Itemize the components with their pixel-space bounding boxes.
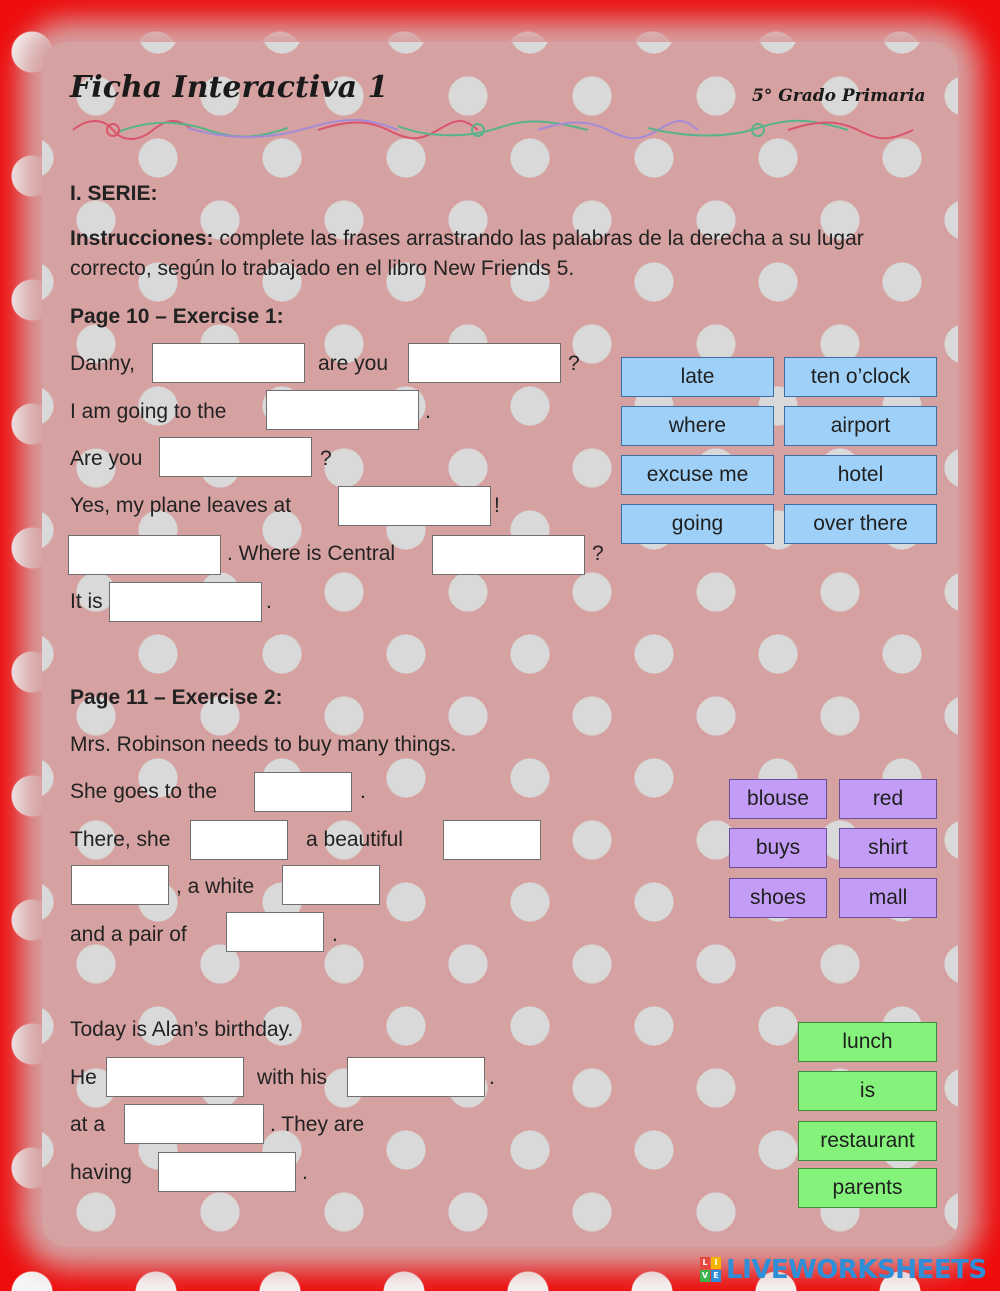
- word-tile-parents[interactable]: parents: [798, 1168, 937, 1208]
- ex2-line1-text: .: [360, 780, 366, 803]
- grade-label: 5° Grado Primaria: [752, 86, 926, 106]
- ex1-blank-8[interactable]: [109, 582, 262, 622]
- word-tile-airport[interactable]: airport: [784, 406, 937, 446]
- ex1-line4-text: !: [494, 494, 500, 517]
- ex2-line2-text: a beautiful: [306, 828, 403, 851]
- ex2-blank-4[interactable]: [71, 865, 169, 905]
- ex3-line3-text: having: [70, 1161, 132, 1184]
- word-tile-buys[interactable]: buys: [729, 828, 827, 868]
- ex1-line5-text: . Where is Central: [227, 542, 396, 565]
- ex2-intro: Mrs. Robinson needs to buy many things.: [70, 733, 457, 756]
- word-tile-hotel[interactable]: hotel: [784, 455, 937, 495]
- ex3-blank-1[interactable]: [106, 1057, 244, 1097]
- ex2-line4-text: and a pair of: [70, 923, 187, 946]
- ex3-line3-text: .: [302, 1161, 308, 1184]
- serie-heading: I. SERIE:: [70, 182, 158, 205]
- ex1-line4-text: Yes, my plane leaves at: [70, 494, 292, 517]
- word-tile-excuse-me[interactable]: excuse me: [621, 455, 774, 495]
- logo-letter: L: [700, 1257, 710, 1269]
- ex1-line2-text: I am going to the: [70, 400, 227, 423]
- word-tile-blouse[interactable]: blouse: [729, 779, 827, 819]
- ex2-blank-5[interactable]: [282, 865, 380, 905]
- logo-letter: E: [711, 1270, 721, 1282]
- exercise1-heading: Page 10 – Exercise 1:: [70, 305, 284, 328]
- ex2-blank-6[interactable]: [226, 912, 324, 952]
- ex1-line1-text: ?: [568, 352, 580, 375]
- ex3-blank-4[interactable]: [158, 1152, 296, 1192]
- word-tile-shoes[interactable]: shoes: [729, 878, 827, 918]
- ex2-blank-3[interactable]: [443, 820, 541, 860]
- word-tile-late[interactable]: late: [621, 357, 774, 397]
- ex3-intro: Today is Alan’s birthday.: [70, 1018, 294, 1041]
- ornament-divider-icon: [68, 116, 918, 144]
- ex1-line5-text: ?: [592, 542, 604, 565]
- ex1-blank-6[interactable]: [68, 535, 221, 575]
- ex1-blank-1[interactable]: [152, 343, 305, 383]
- ex3-line1-text: .: [489, 1066, 495, 1089]
- ex3-line1-text: He: [70, 1066, 97, 1089]
- word-tile-mall[interactable]: mall: [839, 878, 937, 918]
- ex2-line2-text: There, she: [70, 828, 171, 851]
- word-tile-shirt[interactable]: shirt: [839, 828, 937, 868]
- ex1-blank-4[interactable]: [159, 437, 312, 477]
- word-tile-ten-oclock[interactable]: ten o’clock: [784, 357, 937, 397]
- word-tile-going[interactable]: going: [621, 504, 774, 544]
- liveworksheets-logo-icon: [700, 1257, 722, 1283]
- ex3-line2-text: at a: [70, 1113, 106, 1136]
- instructions-label: Instrucciones:: [70, 227, 214, 250]
- ex3-blank-3[interactable]: [124, 1104, 264, 1144]
- logo-letter: V: [701, 1271, 709, 1280]
- ex1-line1-text: Danny,: [70, 352, 135, 375]
- ex2-line3-text: , a white: [176, 875, 255, 898]
- ex3-blank-2[interactable]: [347, 1057, 485, 1097]
- ex3-line1-text: with his: [257, 1066, 328, 1089]
- ex3-line2-text: . They are: [270, 1113, 365, 1136]
- ex1-line2-text: .: [425, 400, 431, 423]
- ex2-blank-2[interactable]: [190, 820, 288, 860]
- liveworksheets-logo[interactable]: [700, 1255, 987, 1285]
- ex2-blank-1[interactable]: [254, 772, 352, 812]
- ex1-line1-text: are you: [318, 352, 389, 375]
- instructions: [70, 224, 950, 284]
- word-tile-where[interactable]: where: [621, 406, 774, 446]
- worksheet-title: Ficha Interactiva 1: [70, 70, 389, 105]
- ex2-line1-text: She goes to the: [70, 780, 218, 803]
- ex1-blank-5[interactable]: [338, 486, 491, 526]
- ex2-line4-text: .: [332, 923, 338, 946]
- ex1-blank-2[interactable]: [408, 343, 561, 383]
- word-tile-over-there[interactable]: over there: [784, 504, 937, 544]
- ex1-blank-3[interactable]: [266, 390, 419, 430]
- logo-letter: I: [711, 1257, 721, 1269]
- exercise2-heading: Page 11 – Exercise 2:: [70, 686, 283, 709]
- liveworksheets-logo-text: LIVEWORKSHEETS: [726, 1255, 987, 1285]
- word-tile-is[interactable]: is: [798, 1071, 937, 1111]
- ex1-line6-text: .: [266, 590, 272, 613]
- word-tile-lunch[interactable]: lunch: [798, 1022, 937, 1062]
- ex1-blank-7[interactable]: [432, 535, 585, 575]
- ex1-line3-text: ?: [320, 447, 332, 470]
- instructions-text: complete las frases arrastrando las palabras de la derecha a su lugar correcto, según lo trabajado en el libro New Friends 5.: [70, 227, 864, 280]
- word-tile-red[interactable]: red: [839, 779, 937, 819]
- ex1-line6-text: It is: [70, 590, 103, 613]
- ex1-line3-text: Are you: [70, 447, 143, 470]
- word-tile-restaurant[interactable]: restaurant: [798, 1121, 937, 1161]
